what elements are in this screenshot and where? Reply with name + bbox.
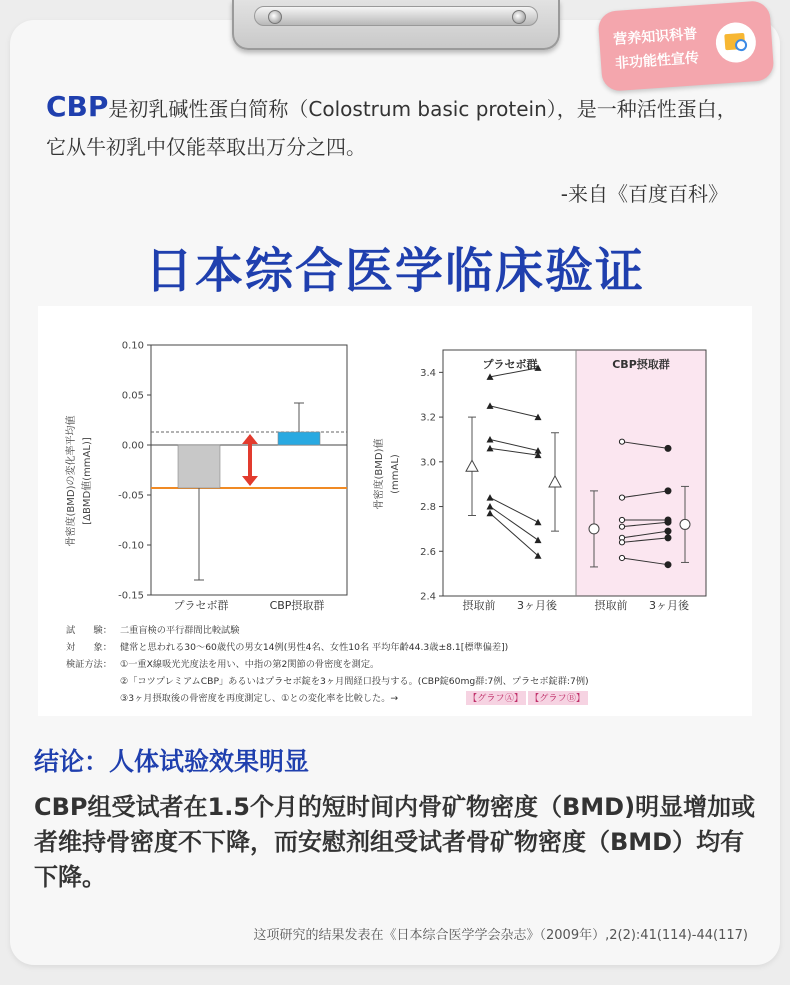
group-label-cbp: CBP摂取群 — [612, 358, 670, 371]
cbp-point — [619, 524, 624, 529]
right-y-label-2: (mmAL) — [390, 454, 401, 494]
document-search-icon — [715, 21, 758, 64]
cbp-point — [665, 519, 671, 525]
group-label-placebo: プラセボ群 — [482, 358, 538, 371]
right-x-label: 3ヶ月後 — [517, 599, 557, 612]
left-chart-marks — [151, 403, 347, 580]
intro-text: 是初乳碱性蛋白简称（Colostrum basic protein），是一种活性蛋白，它从牛初乳中仅能萃取出万分之四。 — [46, 97, 737, 159]
right-y-label: 骨密度(BMD)値 — [374, 438, 385, 510]
graph-a-tag: 【グラフⒶ】 — [468, 693, 524, 704]
source-citation: -来自《百度百科》 — [560, 182, 728, 206]
right-y-tick-label: 2.8 — [420, 502, 436, 514]
left-y-tick-label: 0.05 — [121, 390, 144, 402]
cbp-point — [619, 517, 624, 522]
left-y-label: 骨密度(BMD)の変化率平均値 — [66, 415, 77, 547]
placebo-point — [487, 503, 494, 510]
cbp-mean-marker — [680, 519, 690, 529]
left-y-tick-label: 0.00 — [121, 440, 144, 452]
left-y-tick-label: -0.05 — [118, 490, 144, 502]
badge-line-1: 营养知识科普 — [612, 26, 698, 49]
cbp-shaded-region — [576, 350, 706, 596]
left-y-ticks — [118, 341, 151, 602]
disclaimer-badge — [597, 0, 774, 92]
cbp-point — [665, 535, 671, 541]
difference-arrow-head — [242, 476, 258, 486]
cbp-point — [665, 528, 671, 534]
placebo-subject-line — [490, 406, 538, 417]
study-figure — [38, 306, 752, 716]
right-y-ticks — [420, 368, 443, 603]
clip-bar — [254, 6, 538, 26]
note-text: 二重盲検の平行群間比較試験 — [120, 625, 240, 636]
note-text: ①一重X線吸光光度法を用い、中指の第2関節の骨密度を測定。 — [120, 659, 380, 670]
left-y-tick-label: -0.15 — [118, 590, 144, 602]
note-key: 対 象： — [66, 642, 112, 653]
left-y-tick-label: -0.10 — [118, 540, 144, 552]
note-text: ②「コツプレミアムCBP」あるいはプラセボ錠を3ヶ月間経口投与する。(CBP錠60mg群:7例、プラセボ錠群:7例) — [120, 676, 589, 687]
placebo-point — [535, 519, 542, 526]
placebo-bar — [178, 445, 220, 488]
difference-arrow-head — [242, 434, 258, 444]
cbp-point — [665, 488, 671, 494]
page-headline: 日本综合医学临床验证 — [144, 243, 645, 299]
placebo-point — [487, 510, 494, 516]
right-y-tick-label: 3.4 — [420, 367, 436, 379]
placebo-mean-marker — [466, 460, 478, 471]
cbp-point — [665, 445, 671, 451]
placebo-point — [487, 494, 494, 501]
conclusion-title: 结论：人体试验效果明显 — [34, 747, 310, 776]
placebo-point — [535, 537, 542, 544]
right-x-label: 摂取前 — [594, 599, 628, 612]
placebo-point — [487, 445, 494, 452]
conclusion-body: CBP组受试者在1.5个月的短时间内骨矿物密度（BMD)明显增加或者维持骨密度不下降，而安慰剂组受试者骨矿物密度（BMD）均有下降。 — [34, 793, 756, 891]
right-x-label: 摂取前 — [462, 599, 496, 612]
clip-bolt — [512, 10, 526, 24]
badge-line-2: 非功能性宣传 — [614, 50, 700, 72]
cbp-bar — [278, 432, 320, 445]
right-y-tick-label: 2.4 — [420, 591, 436, 603]
clip-bolt — [268, 10, 282, 24]
placebo-point — [487, 402, 494, 409]
publication-footnote: 这项研究的结果发表在《日本综合医学学会杂志》（2009年）,2(2):41(114)-44(117) — [253, 928, 748, 943]
right-x-label: 3ヶ月後 — [649, 599, 689, 612]
graph-b-tag: 【グラフⒷ】 — [530, 693, 586, 704]
placebo-mean-marker — [549, 476, 561, 487]
note-key: 検証方法： — [66, 659, 112, 670]
intro-paragraph — [46, 88, 746, 166]
left-y-tick-label: 0.10 — [121, 340, 144, 352]
left-x-label-placebo: プラセボ群 — [173, 599, 229, 612]
left-x-label-cbp: CBP摂取群 — [269, 599, 325, 612]
cbp-point — [619, 495, 624, 500]
placebo-point — [487, 436, 494, 443]
placebo-subject-line — [490, 498, 538, 523]
right-y-tick-label: 3.2 — [420, 412, 436, 424]
cbp-point — [619, 540, 624, 545]
cbp-point — [619, 555, 624, 560]
cbp-mean-marker — [589, 524, 599, 534]
cbp-term: CBP — [46, 90, 109, 123]
note-text: 健常と思われる30〜60歳代の男女14例(男性4名、女性10名 平均年齢44.3歳±8.1[標準偏差]) — [120, 642, 509, 653]
right-y-tick-label: 3.0 — [420, 457, 436, 469]
clipboard-clip — [232, 0, 560, 50]
left-y-label-2: [ΔBMD値(mmAL)] — [82, 437, 93, 525]
cbp-point — [665, 562, 671, 568]
note-key: 試 験： — [66, 625, 112, 636]
right-y-tick-label: 2.6 — [420, 546, 436, 558]
note-text: ③3ヶ月摂取後の骨密度を再度測定し、①との変化率を比較した。→ — [120, 693, 399, 704]
cbp-point — [619, 439, 624, 444]
